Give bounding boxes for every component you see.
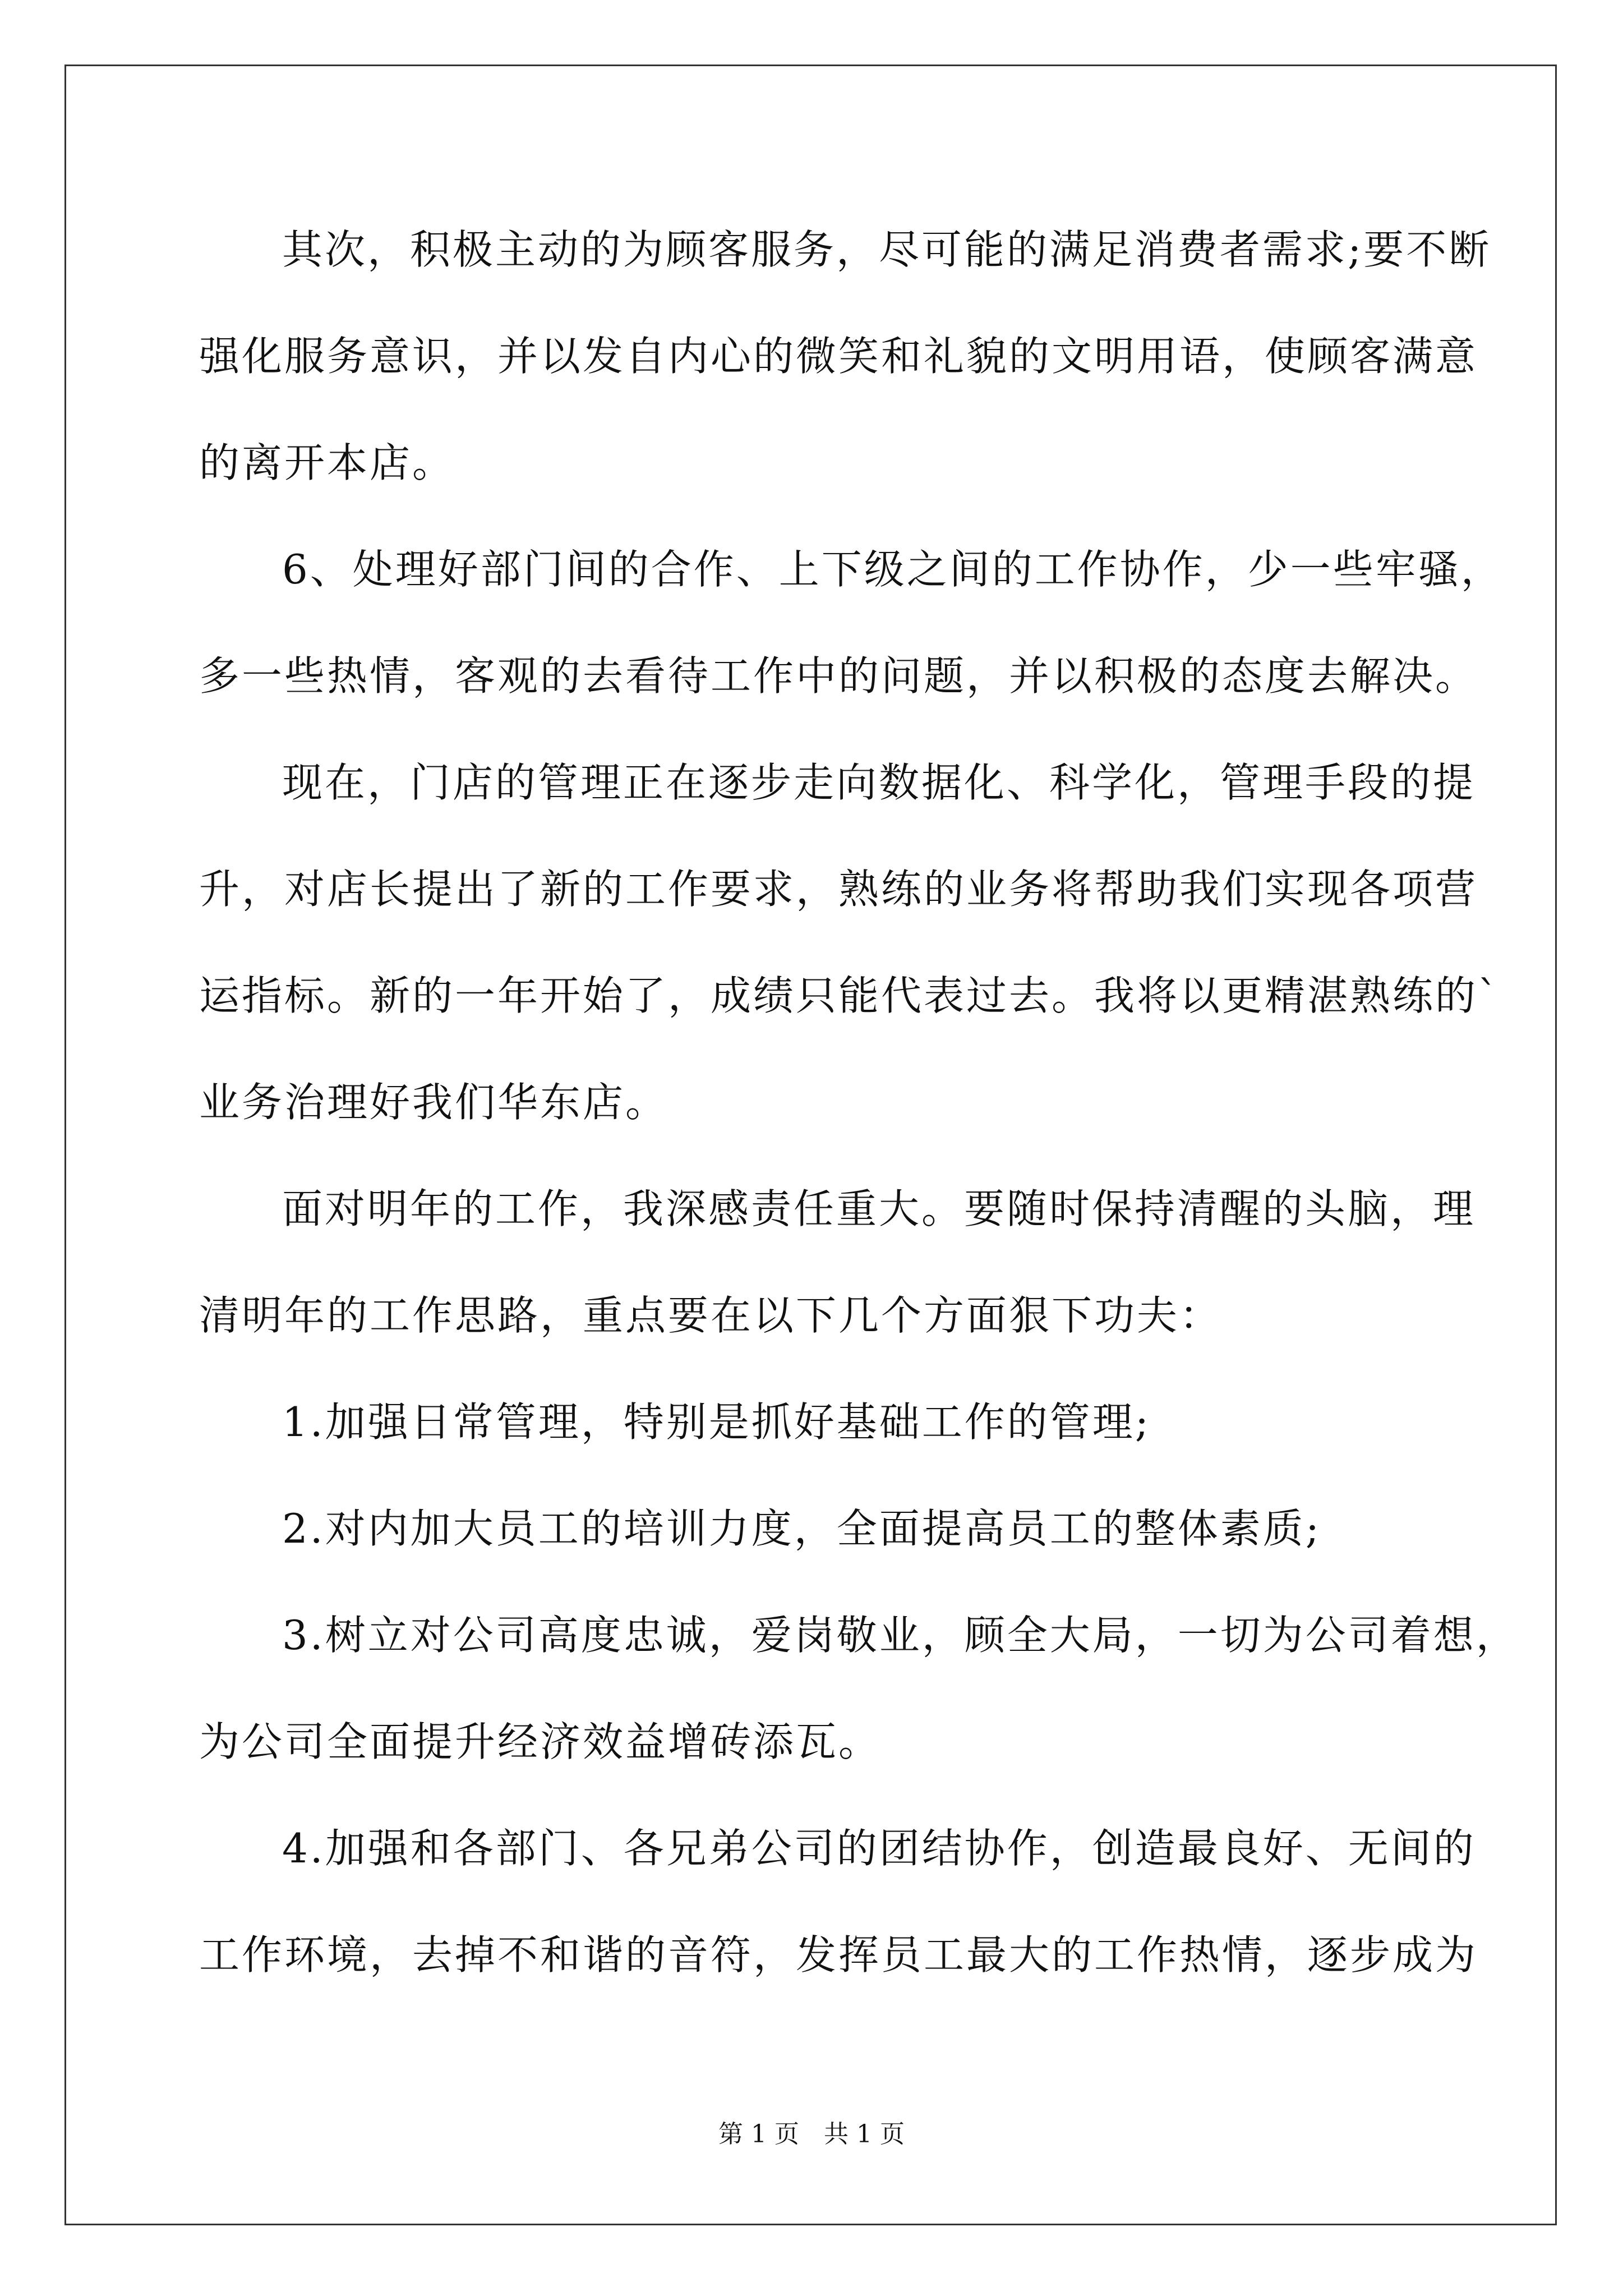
- list-item: 2.对内加大员工的培训力度，全面提高员工的整体素质;: [282, 1505, 1321, 1552]
- text-line: 清明年的工作思路，重点要在以下几个方面狠下功夫：: [199, 1292, 1223, 1339]
- text-line: 其次，积极主动的为顾客服务，尽可能的满足消费者需求;要不断: [282, 226, 1492, 273]
- list-item: 3.树立对公司高度忠诚，爱岗敬业，顾全大局，一切为公司着想，: [282, 1612, 1519, 1659]
- text-line: 运指标。新的一年开始了，成绩只能代表过去。我将以更精湛熟练的`: [199, 972, 1501, 1019]
- page-number-footer: 第 1 页 共 1 页: [718, 2120, 905, 2148]
- text-line: 强化服务意识，并以发自内心的微笑和礼貌的文明用语，使顾客满意: [199, 333, 1478, 380]
- list-item: 4.加强和各部门、各兄弟公司的团结协作，创造最良好、无间的: [282, 1825, 1476, 1872]
- text-line: 升，对店长提出了新的工作要求，熟练的业务将帮助我们实现各项营: [199, 866, 1478, 913]
- text-line: 6、处理好部门间的合作、上下级之间的工作协作，少一些牢骚，: [282, 546, 1504, 593]
- text-line: 业务治理好我们华东店。: [199, 1079, 668, 1126]
- text-line: 的离开本店。: [199, 439, 455, 486]
- text-line: 多一些热情，客观的去看待工作中的问题，并以积极的态度去解决。: [199, 652, 1478, 700]
- text-line: 现在，门店的管理正在逐步走向数据化、科学化，管理手段的提: [282, 759, 1476, 806]
- text-line: 面对明年的工作，我深感责任重大。要随时保持清醒的头脑，理: [282, 1185, 1476, 1232]
- page-border: [64, 65, 1557, 2225]
- text-line: 为公司全面提升经济效益增砖添瓦。: [199, 1718, 882, 1765]
- text-line: 工作环境，去掉不和谐的音符，发挥员工最大的工作热情，逐步成为: [199, 1931, 1478, 1978]
- list-item: 1.加强日常管理，特别是抓好基础工作的管理;: [282, 1398, 1151, 1446]
